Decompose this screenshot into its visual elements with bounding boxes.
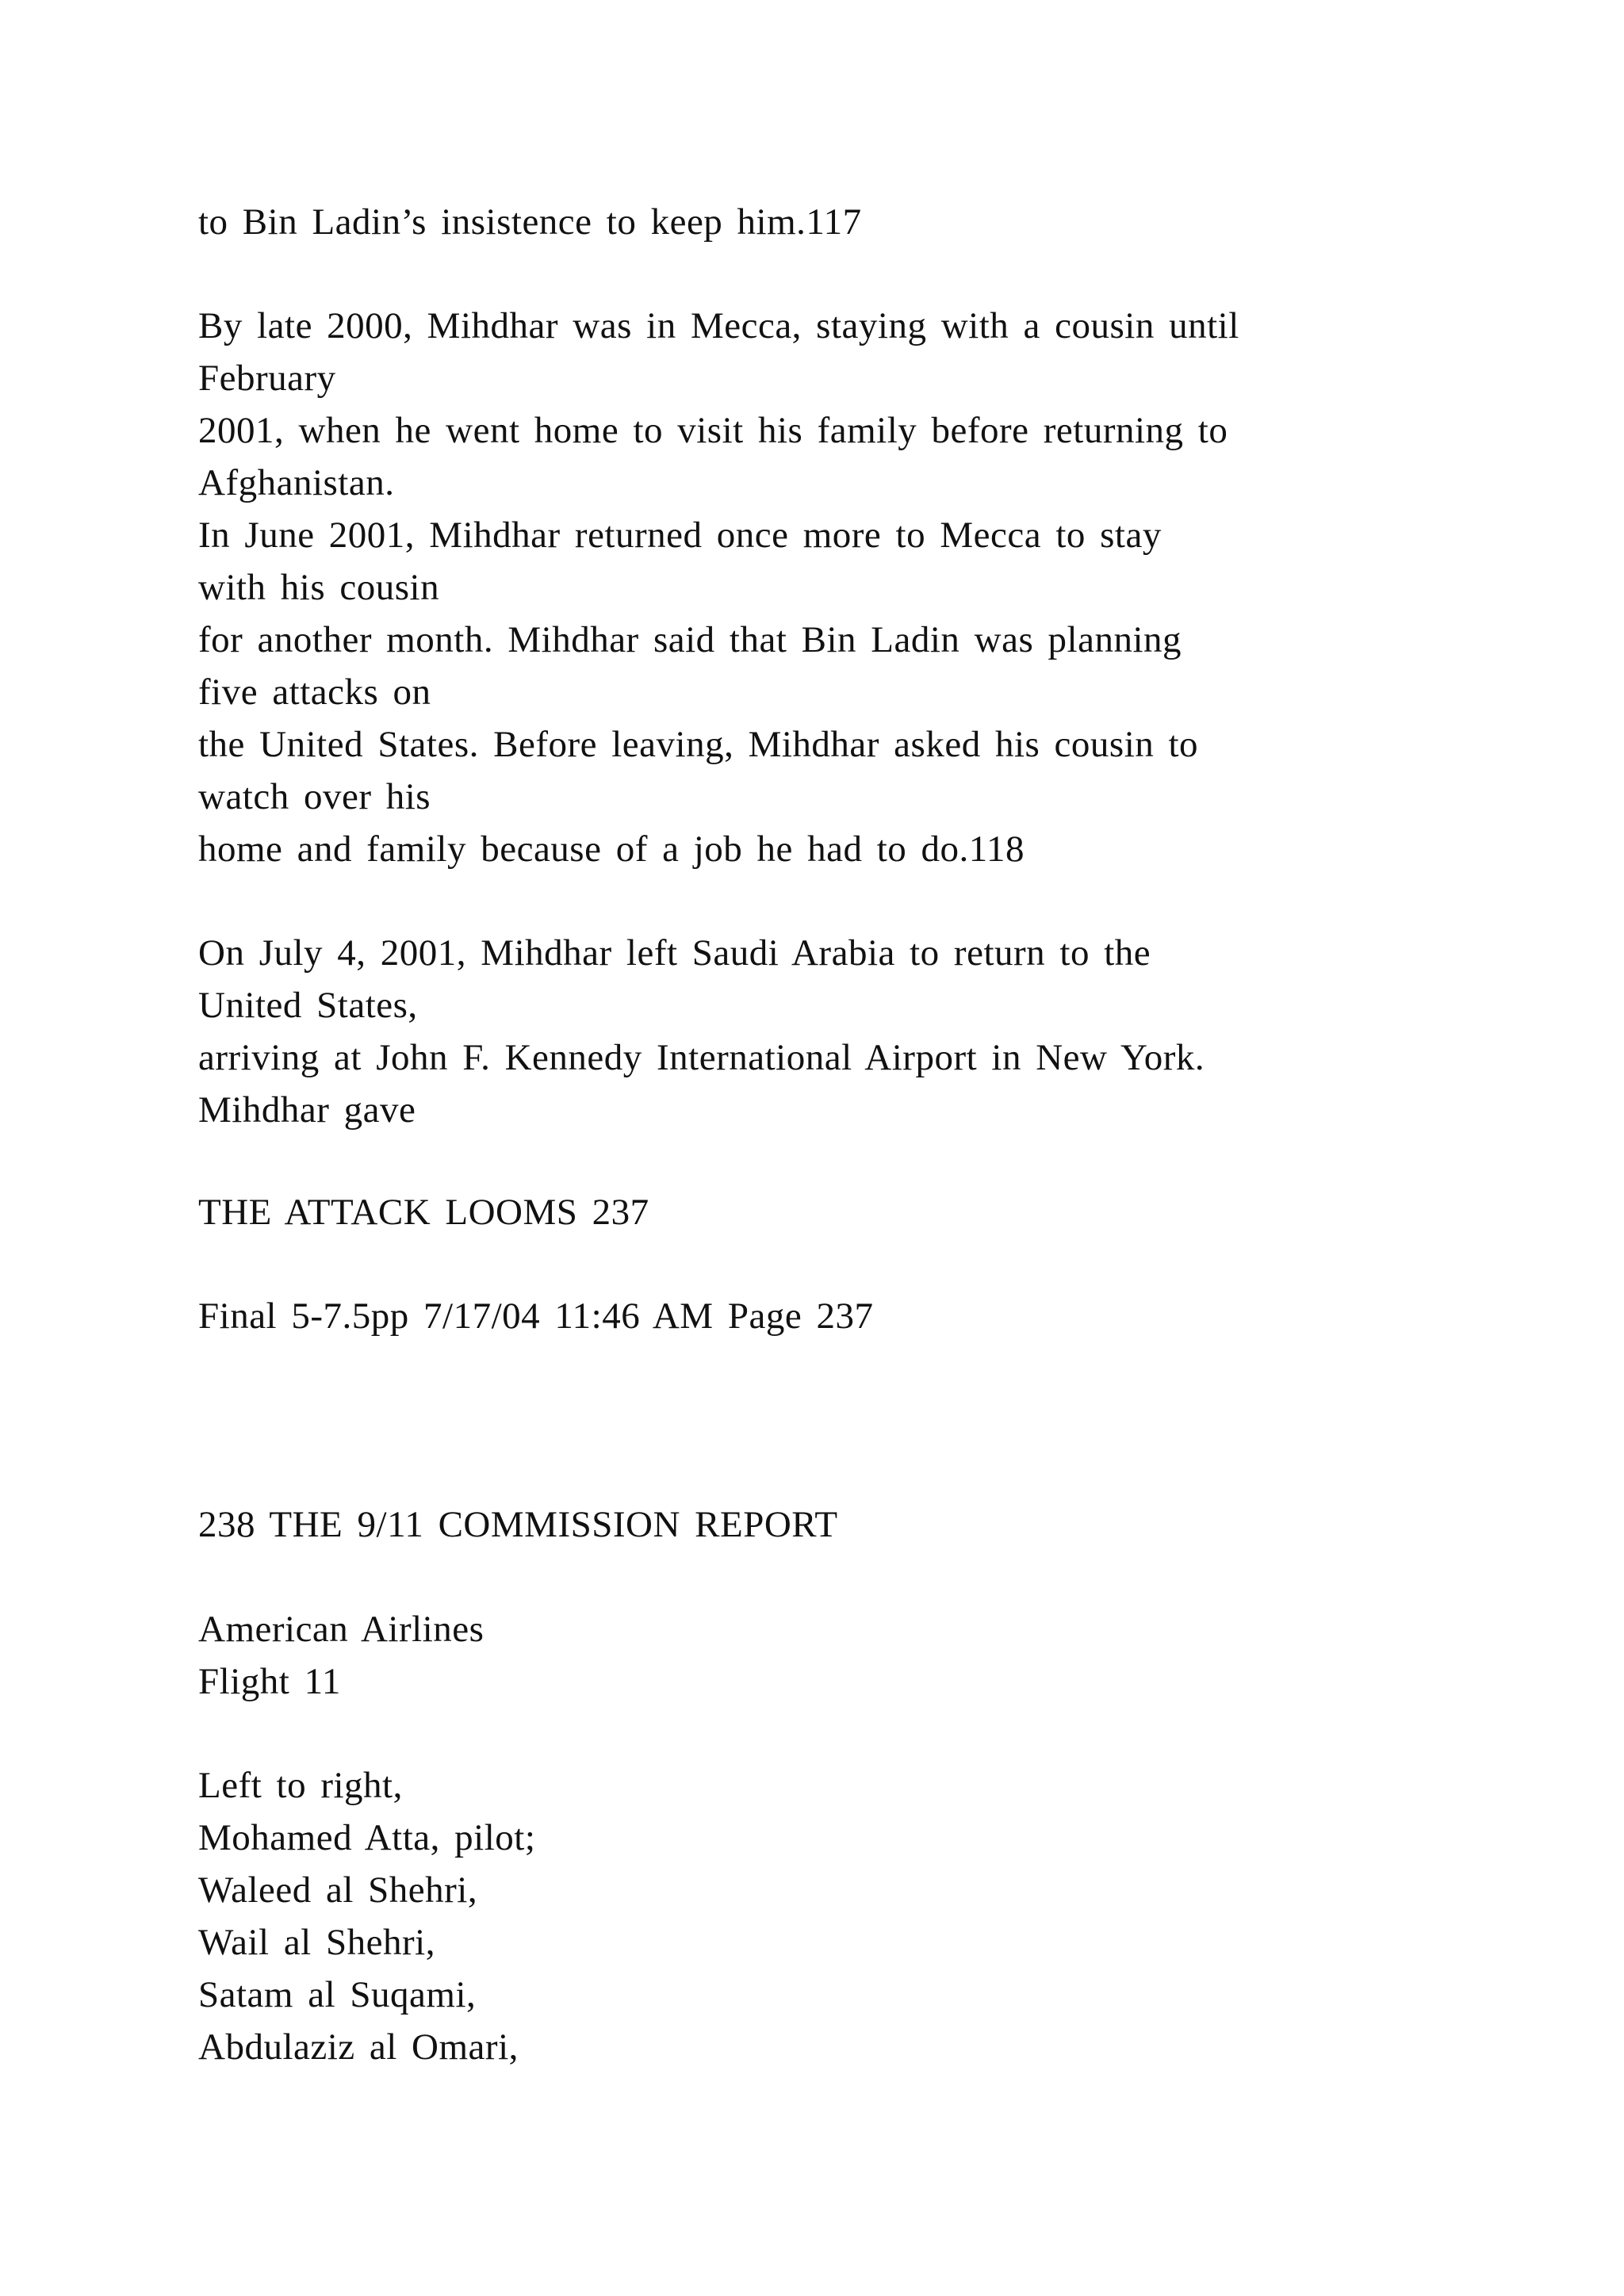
running-footer xyxy=(198,1186,1546,1238)
text-line: watch over his xyxy=(198,776,431,817)
text-line: Left to right, xyxy=(198,1765,403,1806)
caption-flight xyxy=(198,1603,1546,1708)
text-line: Mihdhar gave xyxy=(198,1089,416,1131)
text-line: Afghanistan. xyxy=(198,462,395,503)
paragraph-3 xyxy=(198,927,1546,1136)
text-line: On July 4, 2001, Mihdhar left Saudi Arabia to return to the xyxy=(198,932,1151,974)
text-line: the United States. Before leaving, Mihdhar asked his cousin to xyxy=(198,724,1199,765)
text-line: THE ATTACK LOOMS 237 xyxy=(198,1192,649,1233)
text-line: 238 THE 9/11 COMMISSION REPORT xyxy=(198,1504,838,1545)
text-line: Abdulaziz al Omari, xyxy=(198,2026,519,2068)
text-line: Flight 11 xyxy=(198,1661,341,1702)
text-line: Final 5-7.5pp 7/17/04 11:46 AM Page 237 xyxy=(198,1295,874,1337)
text-line: Wail al Shehri, xyxy=(198,1922,435,1963)
text-line: arriving at John F. Kennedy International Airport in New York. xyxy=(198,1037,1205,1078)
text-line: United States, xyxy=(198,985,418,1026)
text-line: Waleed al Shehri, xyxy=(198,1869,478,1911)
text-line: to Bin Ladin’s insistence to keep him.117 xyxy=(198,201,862,243)
text-line: February xyxy=(198,358,336,399)
text-line: home and family because of a job he had to do.118 xyxy=(198,828,1025,870)
text-line: By late 2000, Mihdhar was in Mecca, staying with a cousin until xyxy=(198,305,1239,346)
running-header xyxy=(198,1498,1546,1551)
text-line: 2001, when he went home to visit his family before returning to xyxy=(198,410,1228,451)
text-line: with his cousin xyxy=(198,567,440,608)
paragraph-2 xyxy=(198,300,1546,875)
text-line: American Airlines xyxy=(198,1609,485,1650)
text-line: Satam al Suqami, xyxy=(198,1974,477,2015)
print-slug xyxy=(198,1290,1546,1342)
text-line: for another month. Mihdhar said that Bin Ladin was planning xyxy=(198,619,1182,660)
text-line: five attacks on xyxy=(198,672,431,713)
caption-names xyxy=(198,1759,1546,2073)
text-line: Mohamed Atta, pilot; xyxy=(198,1817,536,1858)
text-line: In June 2001, Mihdhar returned once more to Mecca to stay xyxy=(198,515,1162,556)
paragraph-1 xyxy=(198,196,1546,248)
